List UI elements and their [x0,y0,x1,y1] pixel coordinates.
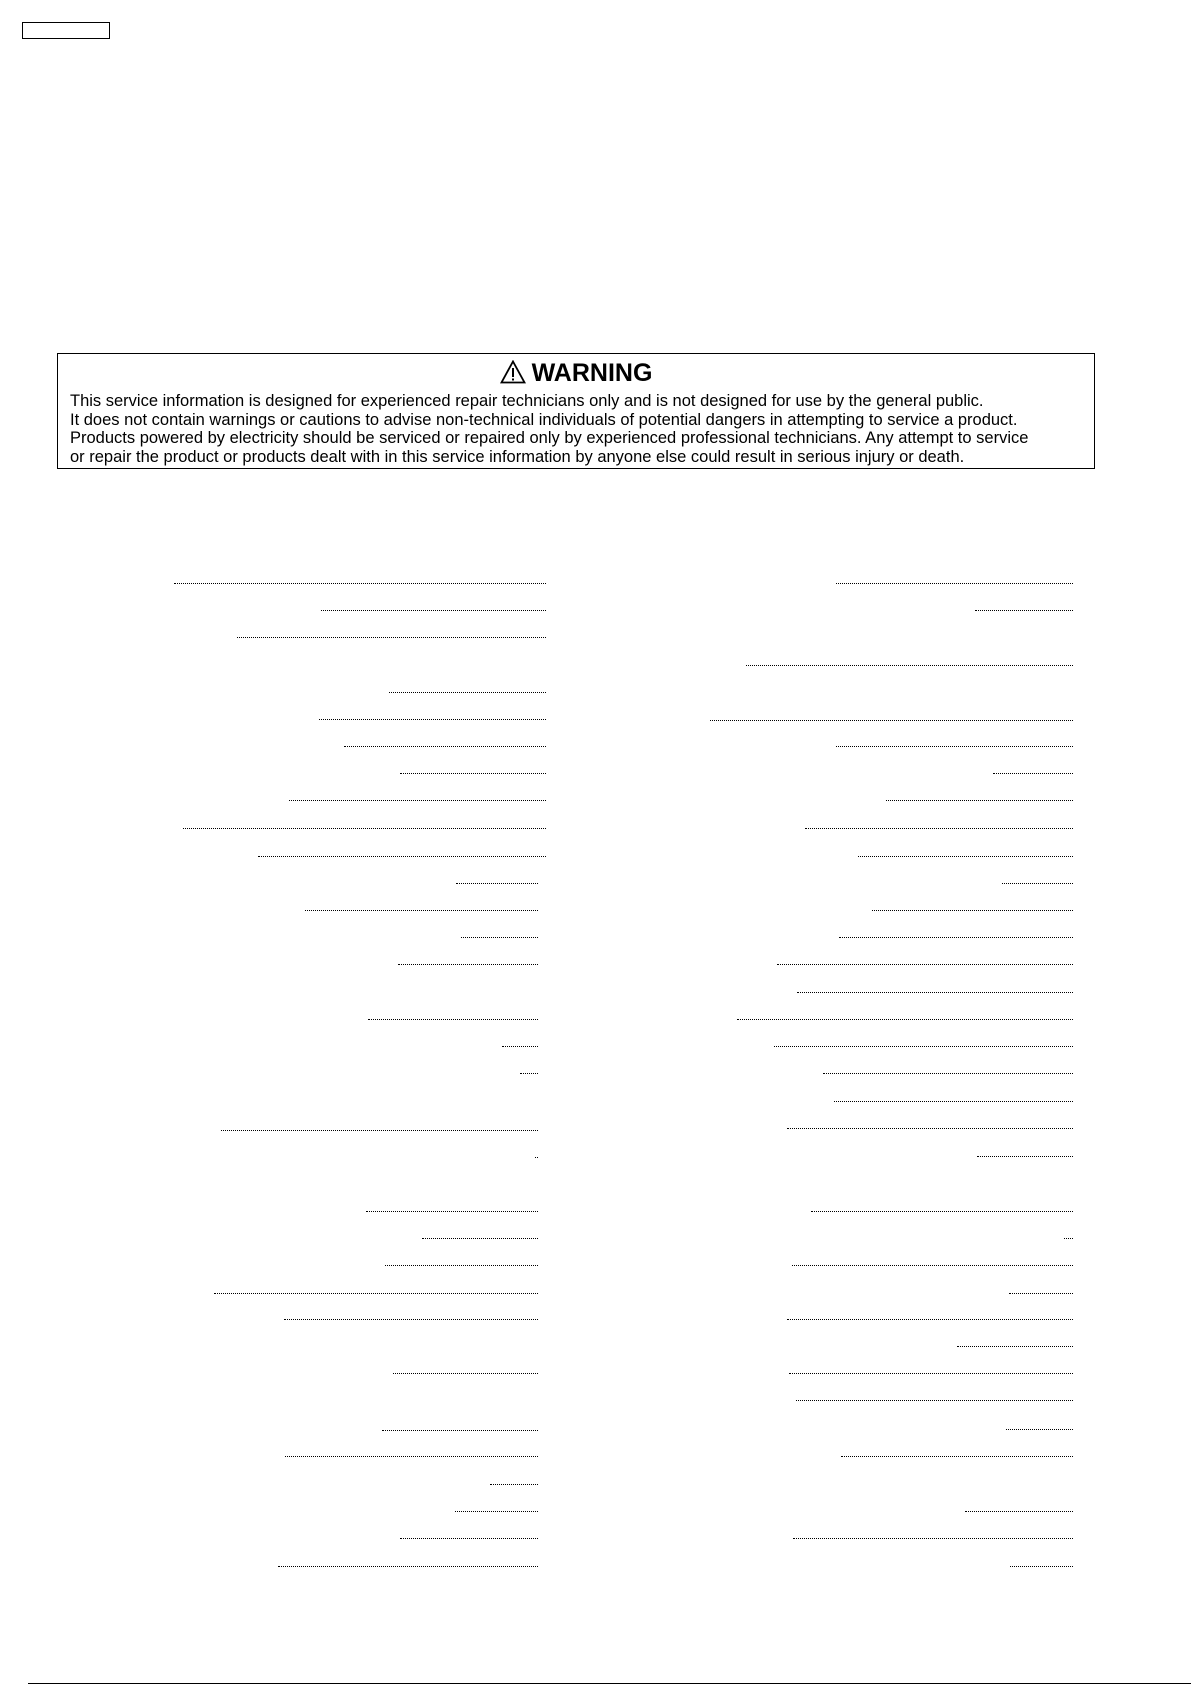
toc-dot-leader [174,583,546,584]
toc-dot-leader [344,746,546,747]
toc-dot-leader [993,773,1073,774]
warning-line-2: It does not contain warnings or cautions to advise non-technical individuals of potential dangers in attempting to service a product. [70,410,1018,429]
toc-dot-leader [1009,1293,1073,1294]
toc-dot-leader [823,1073,1073,1074]
toc-dot-leader [1010,1566,1073,1567]
warning-title [58,358,1094,388]
toc-dot-leader [797,992,1073,993]
warning-line-3: Products powered by electricity should be serviced or repaired only by experienced professional technicians. Any attempt to service [70,429,1029,448]
toc-dot-leader [834,1101,1073,1102]
toc-dot-leader [305,910,538,911]
toc-dot-leader [796,1400,1073,1401]
toc-dot-leader [1006,1429,1073,1430]
warning-line-1: This service information is designed for experienced repair technicians only and is not designed for use by the general public. [70,392,984,410]
toc-dot-leader [237,637,546,638]
toc-dot-leader [400,1538,538,1539]
toc-dot-leader [836,746,1073,747]
toc-dot-leader [977,1156,1073,1157]
toc-dot-leader [805,828,1073,829]
toc-dot-leader [792,1265,1073,1266]
toc-dot-leader [289,800,546,801]
toc-dot-leader [811,1211,1073,1212]
toc-dot-leader [368,1019,538,1020]
toc-dot-leader [872,910,1073,911]
toc-dot-leader [258,856,546,857]
toc-dot-leader [422,1238,538,1239]
toc-dot-leader [398,964,538,965]
footer-rule [28,1683,1191,1684]
toc-dot-leader [389,692,546,693]
toc-dot-leader [385,1265,538,1266]
toc-dot-leader [975,610,1073,611]
toc-dot-leader [1002,883,1073,884]
toc-dot-leader [839,937,1073,938]
toc-dot-leader [285,1456,538,1457]
toc-dot-leader [886,800,1073,801]
toc-dot-leader [535,1157,538,1158]
toc-dot-leader [746,665,1073,666]
toc-dot-leader [490,1484,538,1485]
toc-dot-leader [278,1566,538,1567]
toc-dot-leader [774,1046,1073,1047]
toc-dot-leader [382,1430,538,1431]
toc-dot-leader [183,828,546,829]
warning-title-text: WARNING [531,359,653,387]
toc-dot-leader [221,1130,538,1131]
toc-dot-leader [366,1211,538,1212]
toc-dot-leader [319,719,546,720]
toc-dot-leader [461,937,538,938]
toc-dot-leader [737,1019,1073,1020]
toc-dot-leader [284,1319,538,1320]
toc-dot-leader [456,883,538,884]
toc-dot-leader [858,856,1073,857]
toc-dot-leader [1064,1238,1073,1239]
toc-dot-leader [787,1128,1073,1129]
toc-dot-leader [777,964,1073,965]
toc-dot-leader [789,1373,1073,1374]
warning-triangle-icon [500,359,532,387]
toc-dot-leader [793,1538,1073,1539]
toc-dot-leader [502,1046,538,1047]
toc-dot-leader [836,583,1073,584]
order-number-box [22,22,110,39]
toc-dot-leader [520,1073,538,1074]
toc-dot-leader [455,1511,538,1512]
toc-dot-leader [321,610,546,611]
toc-dot-leader [841,1456,1073,1457]
warning-line-4: or repair the product or products dealt with in this service information by anyone else could result in serious injury or death. [70,447,965,466]
toc-dot-leader [957,1346,1073,1347]
toc-dot-leader [965,1511,1073,1512]
toc-dot-leader [710,720,1073,721]
toc-dot-leader [214,1293,538,1294]
toc-dot-leader [393,1373,538,1374]
toc-dot-leader [400,773,546,774]
warning-box [57,353,1095,469]
toc-dot-leader [787,1319,1073,1320]
